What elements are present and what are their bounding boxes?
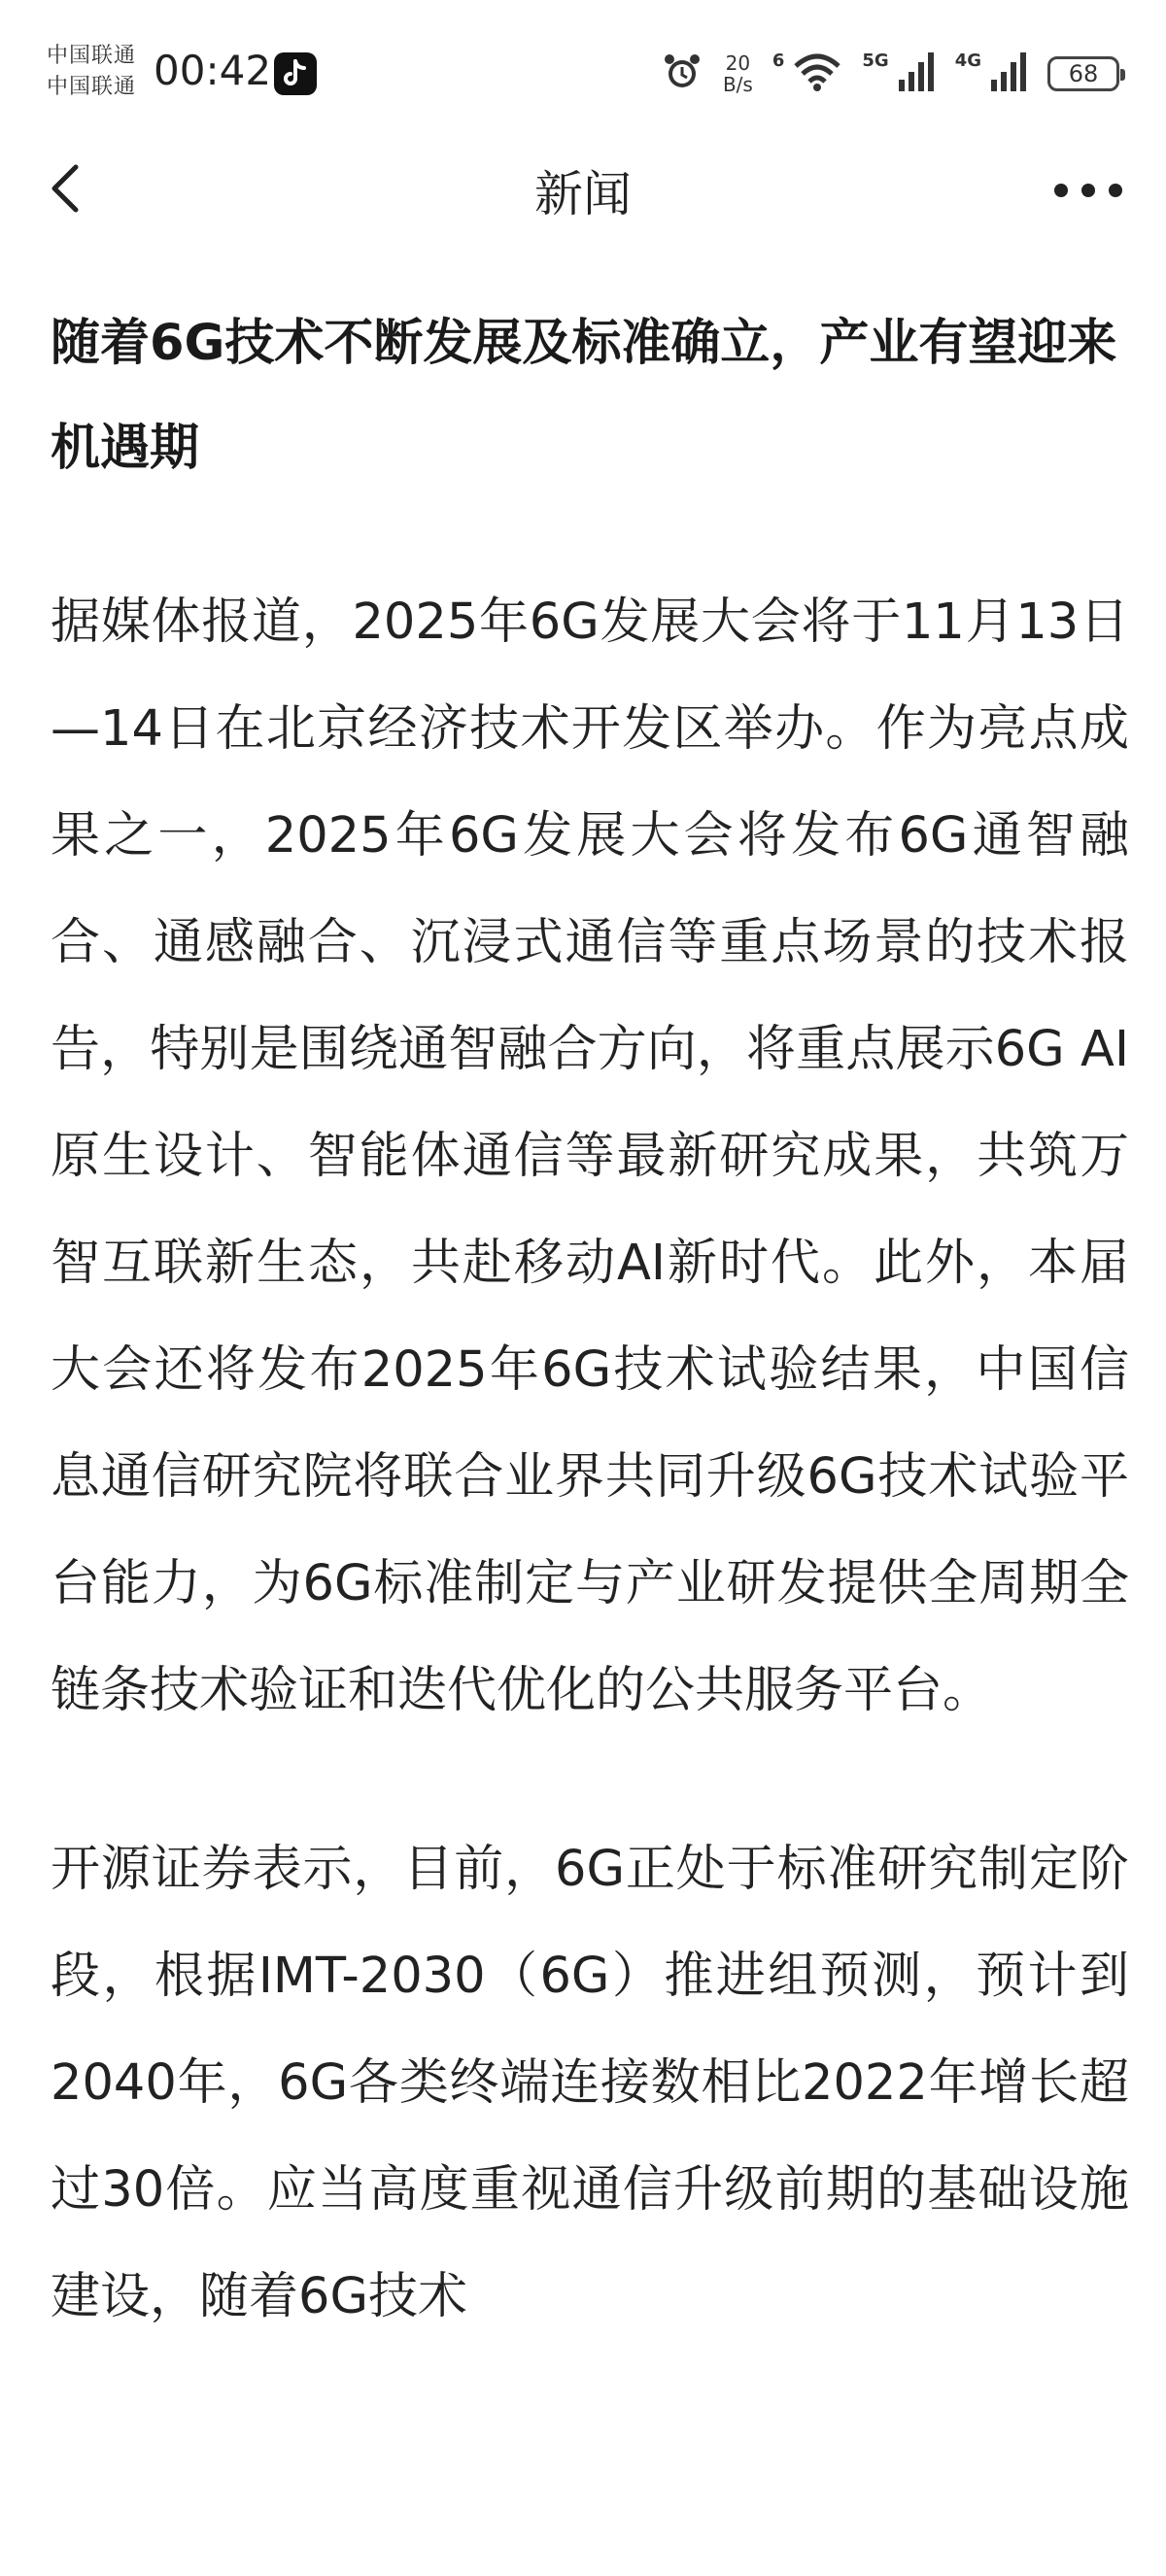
tiktok-icon xyxy=(274,52,317,95)
signal-icon xyxy=(989,52,1028,95)
page-title: 新闻 xyxy=(534,166,632,222)
carrier-info xyxy=(47,41,136,103)
net-speed-value: 20 xyxy=(725,51,751,75)
battery-level: 68 xyxy=(1068,60,1099,87)
battery-icon xyxy=(1047,56,1119,91)
signal-2-label: 4G xyxy=(954,50,981,71)
article-title: 随着6G技术不断发展及标准确立，产业有望迎来机遇期 xyxy=(51,315,1117,477)
nav-bar xyxy=(0,146,1166,233)
more-button[interactable] xyxy=(1049,163,1127,218)
more-dots-icon xyxy=(1049,163,1127,218)
net-speed-unit: B/s xyxy=(722,73,753,96)
signal-icon xyxy=(897,52,936,95)
wifi-icon xyxy=(792,52,842,95)
carrier-2: 中国联通 xyxy=(47,75,137,99)
status-bar xyxy=(0,0,1166,146)
article-body xyxy=(51,315,1129,2423)
article-paragraph: 开源证券表示，目前，6G正处于标准研究制定阶段，根据IMT-2030（6G）推进组预测，预计到2040年，6G各类终端连接数相比2022年增长超过30倍。应当高度重视通信升级前期的基础设施建设，随着6G技术 xyxy=(51,1841,1129,2325)
clock: 00:42 xyxy=(154,47,272,94)
wifi-label: 6 xyxy=(772,50,785,71)
signal-1-label: 5G xyxy=(862,50,889,71)
status-icons xyxy=(661,47,1119,101)
carrier-1: 中国联通 xyxy=(47,44,137,68)
article-paragraph: 据媒体报道，2025年6G发展大会将于11月13日—14日在北京经济技术开发区举办。作为亮点成果之一，2025年6G发展大会将发布6G通智融合、通感融合、沉浸式通信等重点场景的技术报告，特别是围绕通智融合方向，将重点展示6G AI原生设计、智能体通信等最新研究成果，共筑万智互联新生态，共赴移动AI新时代。此外，本届大会还将发布2025年6G技术试验结果，中国信息通信研究院将联合业界共同升级6G技术试验平台能力，为6G标准制定与产业研发提供全周期全链条技术验证和迭代优化的公共服务平台。 xyxy=(51,593,1129,1719)
net-speed xyxy=(723,52,753,95)
alarm-icon xyxy=(661,51,703,97)
